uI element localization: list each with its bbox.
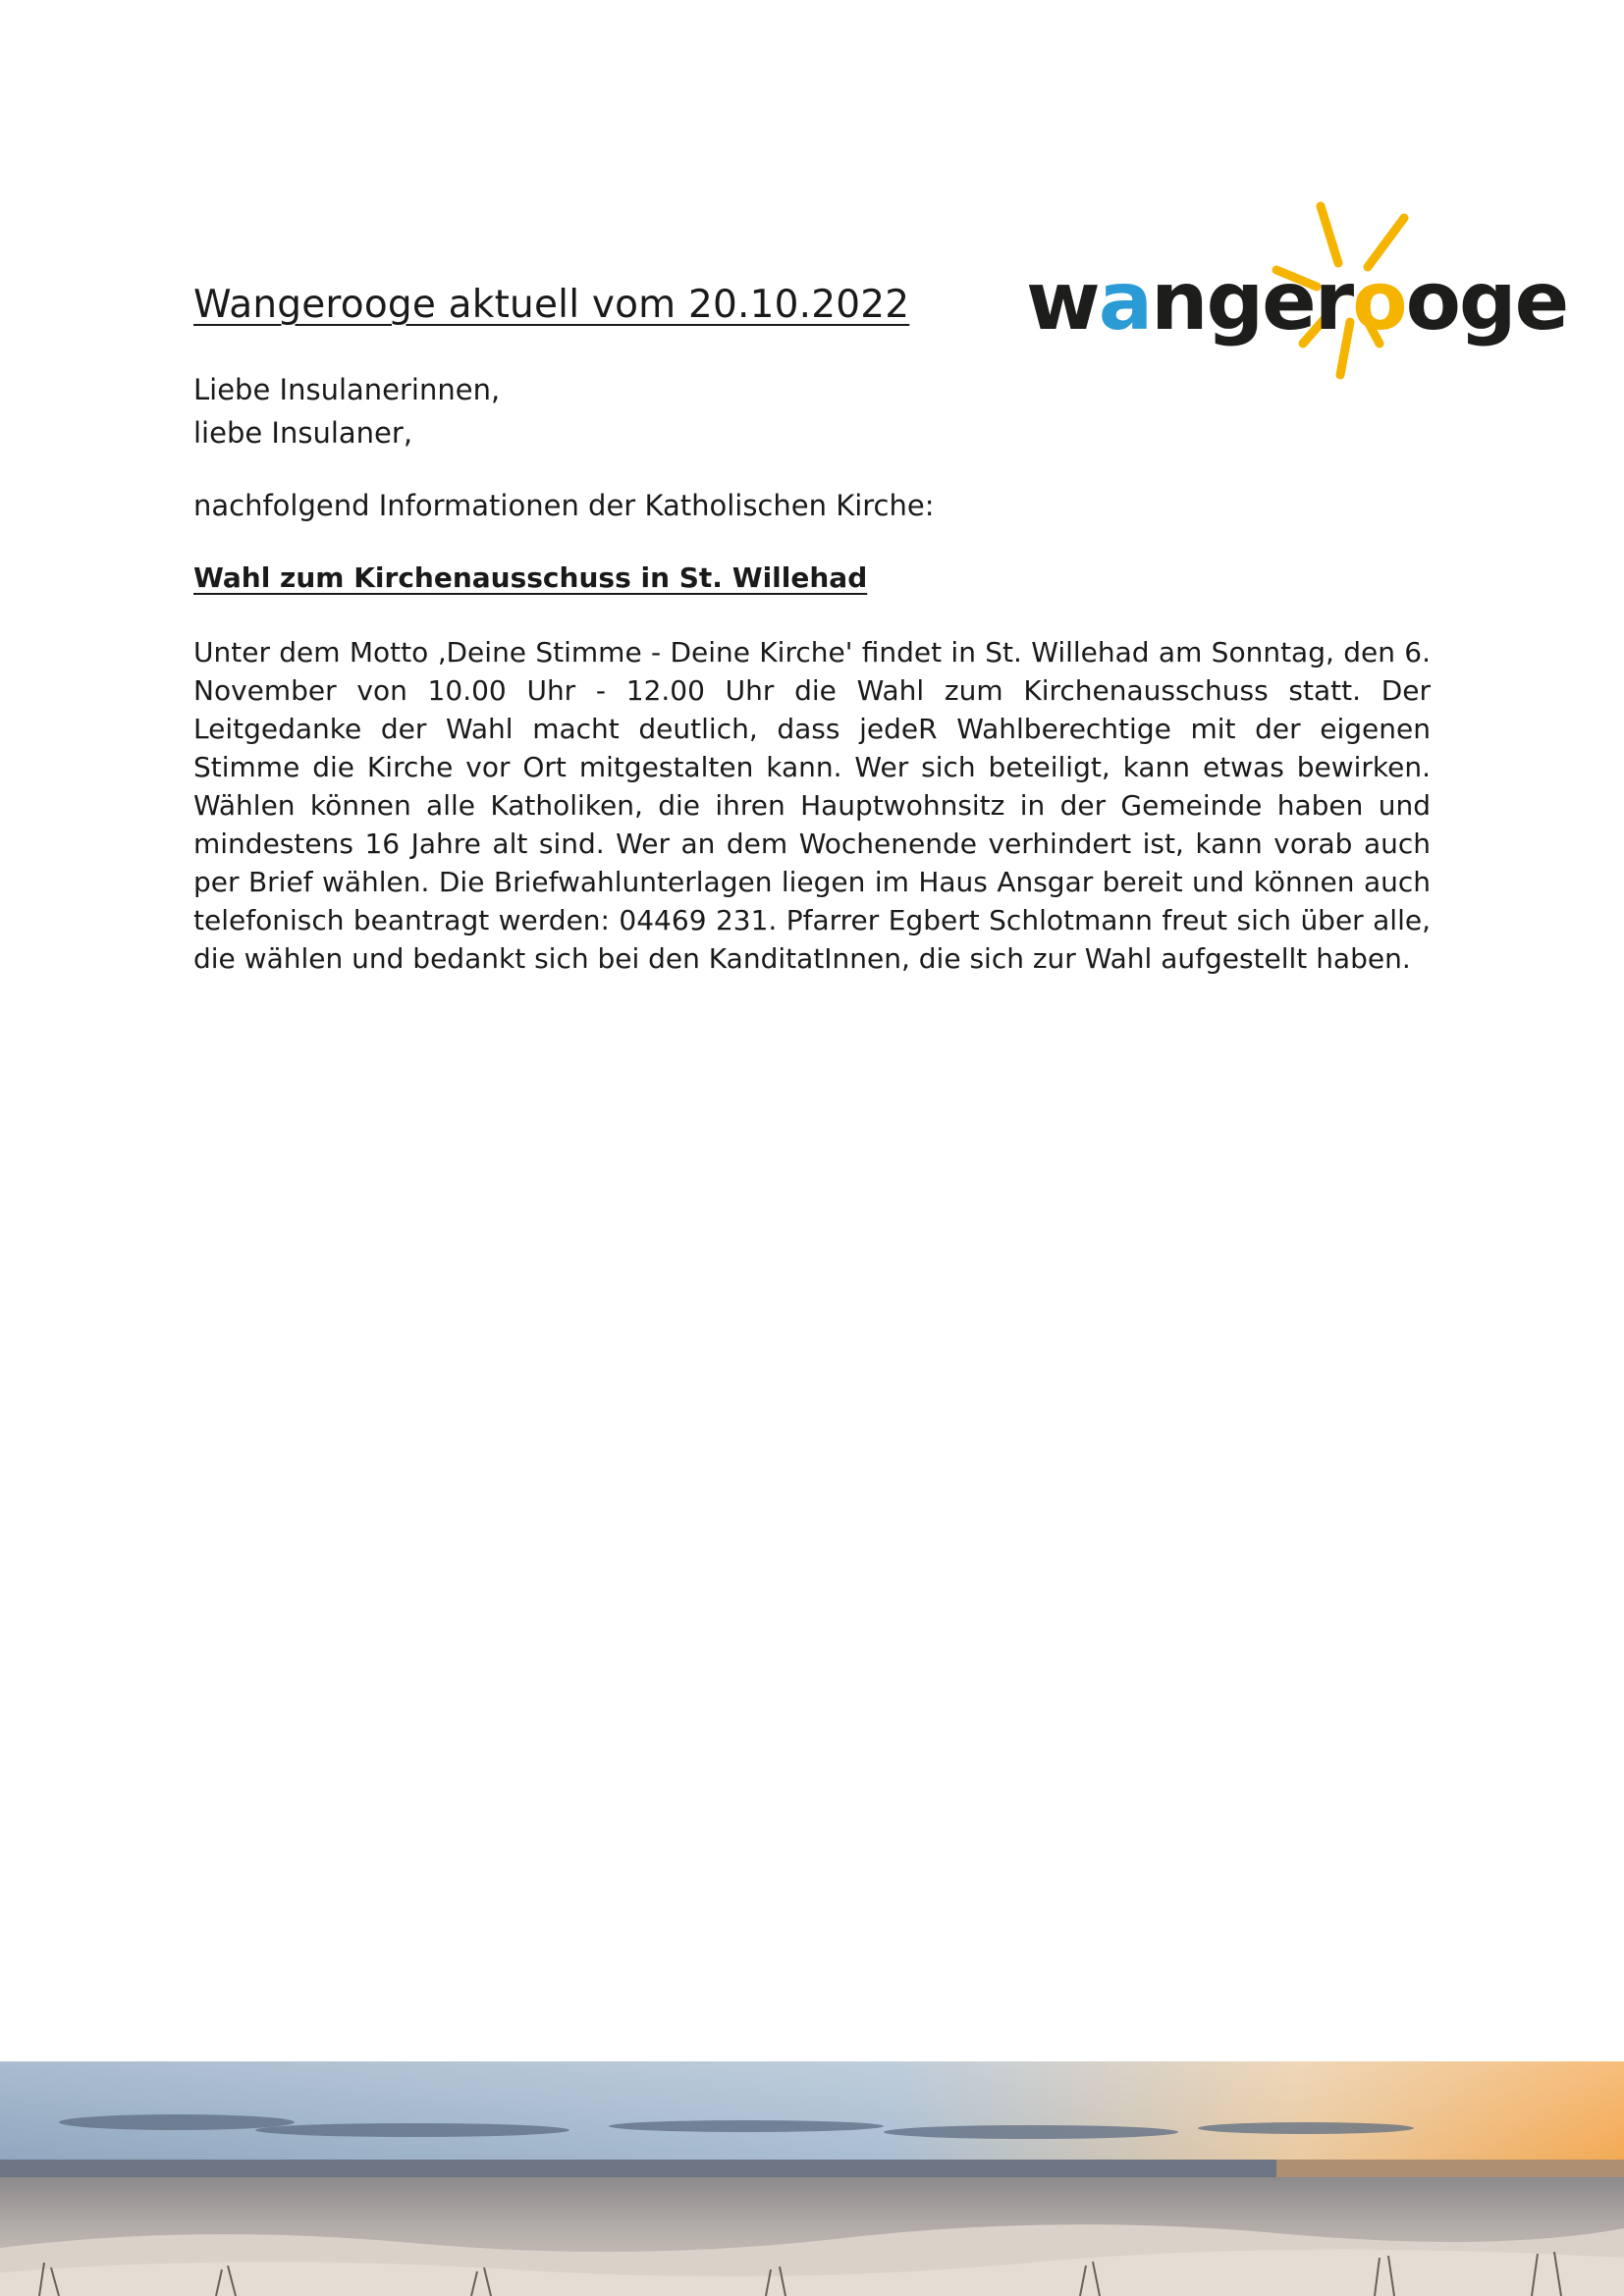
letter-content <box>193 368 1431 978</box>
salutation-line-1: Liebe Insulanerinnen, <box>193 373 501 406</box>
page-title: Wangerooge aktuell vom 20.10.2022 <box>193 283 910 327</box>
beach-panorama-image <box>0 2061 1624 2296</box>
body-paragraph: Unter dem Motto ‚Deine Stimme - Deine Kirche' findet in St. Willehad am Sonntag, den 6. November von 10.00 Uhr - 12.00 Uhr die Wahl zum Kirchenausschuss statt. Der Leitgedanke der Wahl macht deutlich, dass jedeR Wahlberechtige mit der eigenen Stimme die Kirche vor Ort mitgestalten kann. Wer sich beteiligt, kann etwas bewirken. Wählen können alle Katholiken, die ihren Hauptwohnsitz in der Gemeinde haben und mindestens 16 Jahre alt sind. Wer an dem Wochenende verhindert ist, kann vorab auch per Brief wählen. Die Briefwahlunterlagen liegen im Haus Ansgar bereit und können auch telefonisch beantragt werden: 04469 231. Pfarrer Egbert Schlotmann freut sich über alle, die wählen und bedankt sich bei den KanditatInnen, die sich zur Wahl aufgestellt haben. <box>193 636 1431 975</box>
wangerooge-logo <box>1026 196 1568 383</box>
salutation-line-2: liebe Insulaner, <box>193 416 413 450</box>
section-heading: Wahl zum Kirchenausschuss in St. Willehad <box>193 561 868 594</box>
svg-text:wangerooge: wangerooge <box>1026 255 1568 348</box>
intro-text: nachfolgend Informationen der Katholischen Kirche: <box>193 489 935 522</box>
